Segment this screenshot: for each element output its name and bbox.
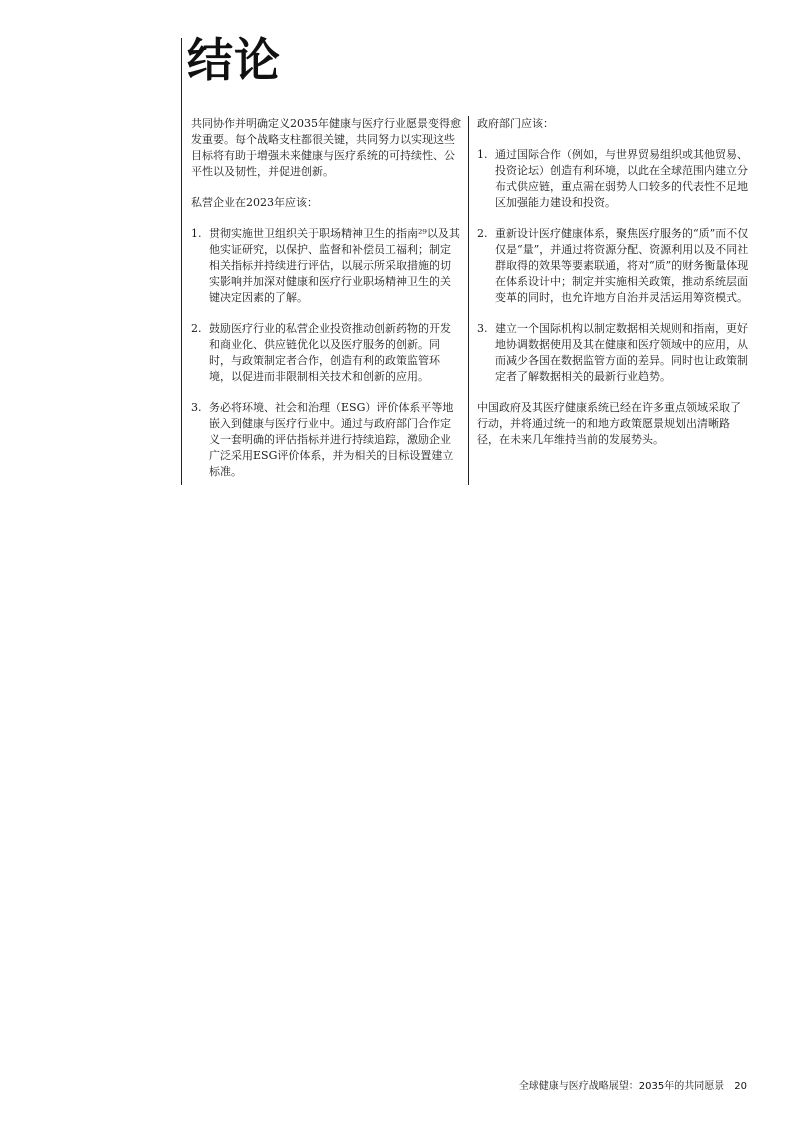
list-item-text: 贯彻实施世卫组织关于职场精神卫生的指南²⁹以及其他实证研究，以保护、监督和补偿员工福利；制定相关指标并持续进行评估，以展示所采取措施的切实影响并加深对健康和医疗行业职场精神卫生的关键决定因素的了解。 [209,227,460,304]
column-divider [468,116,469,485]
list-item-text: 务必将环境、社会和治理（ESG）评价体系平等地嵌入到健康与医疗行业中。通过与政府部门合作定义一套明确的评估指标并进行持续追踪，激励企业广泛采用ESG评价体系，并为相关的目标设置建立标准。 [209,401,454,478]
private-sector-list [191,226,461,480]
list-item [477,147,749,211]
list-number: 1. [477,148,488,161]
list-item [191,226,461,306]
list-number: 2. [477,227,488,240]
right-column [477,116,749,463]
page-footer [519,1077,747,1092]
footer-title: 全球健康与医疗战略展望：2035年的共同愿景 [518,1081,725,1092]
page-title: 结论 [187,33,281,87]
list-item-text: 通过国际合作（例如，与世界贸易组织或其他贸易、投资论坛）创造有利环境，以此在全球范围内建立分布式供应链，重点需在弱势人口较多的代表性不足地区加强能力建设和投资。 [495,148,748,209]
list-item-text: 建立一个国际机构以制定数据相关规则和指南，更好地协调数据使用及其在健康和医疗领域中的应用，从而减少各国在数据监管方面的差异。同时也让政策制定者了解数据相关的最新行业趋势。 [495,322,748,383]
list-number: 3. [477,322,488,335]
list-item [477,226,749,306]
private-sector-heading: 私营企业在2023年应该： [191,196,318,209]
list-number: 1. [191,227,202,240]
intro-paragraph: 共同协作并明确定义2035年健康与医疗行业愿景变得愈发重要。每个战略支柱都很关键，共同努力以实现这些目标将有助于增强未来健康与医疗系统的可持续性、公平性以及韧性，并促进创新。 [191,117,461,178]
left-column [191,116,461,495]
closing-paragraph: 中国政府及其医疗健康系统已经在许多重点领域采取了行动，并将通过统一的和地方政策愿景规划出清晰路径，在未来几年维持当前的发展势头。 [477,401,741,446]
government-heading: 政府部门应该： [477,117,554,130]
list-item-text: 鼓励医疗行业的私营企业投资推动创新药物的开发和商业化、供应链优化以及医疗服务的创新。同时，与政策制定者合作，创造有利的政策监管环境，以促进而非限制相关技术和创新的应用。 [209,322,451,383]
page-number: 20 [734,1081,747,1092]
left-divider [181,38,182,485]
government-list [477,147,749,385]
list-item [191,400,461,480]
list-item-text: 重新设计医疗健康体系，聚焦医疗服务的“质”而不仅仅是“量”，并通过将资源分配、资源利用以及不同社群取得的效果等要素联通，将对“质”的财务衡量体现在体系设计中；制定并实施相关政策，推动系统层面变革的同时，也允许地方自治并灵活运用筹资模式。 [495,227,749,304]
list-item [191,321,461,385]
list-number: 3. [191,401,202,414]
list-item [477,321,749,385]
list-number: 2. [191,322,202,335]
